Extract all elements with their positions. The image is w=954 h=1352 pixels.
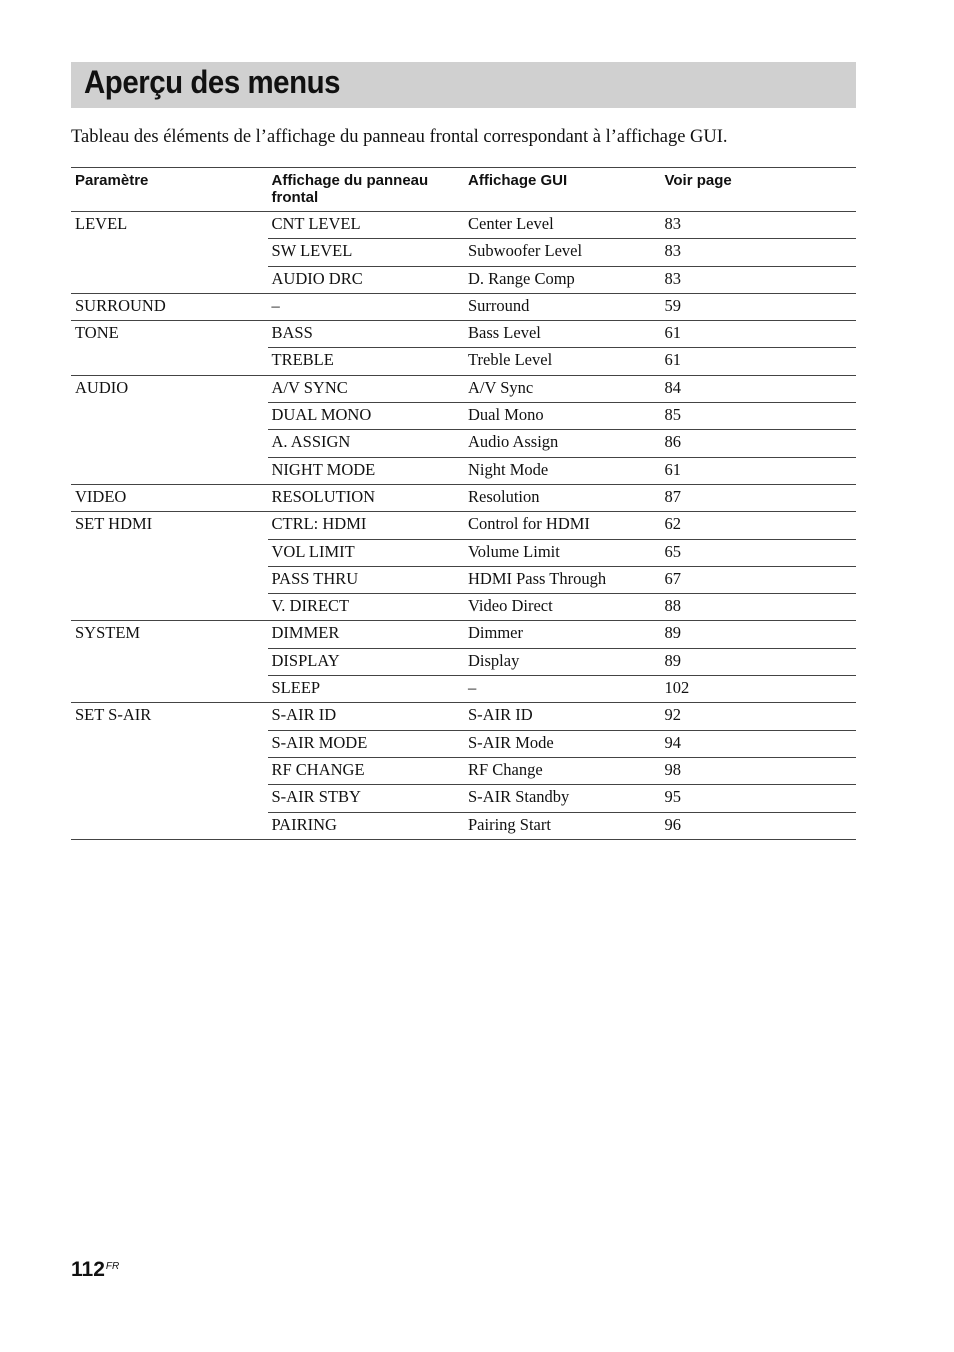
table-row	[71, 484, 856, 511]
cell-voir-page: 88	[661, 594, 857, 621]
cell-affichage-gui: Dimmer	[464, 621, 661, 648]
cell-voir-page: 62	[661, 512, 857, 539]
cell-voir-page: 61	[661, 348, 857, 375]
cell-voir-page: 83	[661, 239, 857, 266]
cell-affichage-gui: Treble Level	[464, 348, 661, 375]
intro-text: Tableau des éléments de l’affichage du panneau frontal correspondant à l’affichage GUI.	[71, 127, 728, 147]
cell-parametre: SYSTEM	[71, 621, 268, 703]
cell-voir-page: 61	[661, 321, 857, 348]
cell-affichage-gui: Night Mode	[464, 457, 661, 484]
cell-affichage-gui: Volume Limit	[464, 539, 661, 566]
cell-affichage-panneau: PASS THRU	[268, 566, 465, 593]
cell-affichage-gui: D. Range Comp	[464, 266, 661, 293]
cell-affichage-panneau: SLEEP	[268, 676, 465, 703]
cell-parametre: AUDIO	[71, 375, 268, 484]
cell-affichage-panneau: S-AIR ID	[268, 703, 465, 730]
cell-affichage-panneau: A/V SYNC	[268, 375, 465, 402]
cell-voir-page: 102	[661, 676, 857, 703]
cell-affichage-panneau: CTRL: HDMI	[268, 512, 465, 539]
cell-affichage-panneau: BASS	[268, 321, 465, 348]
cell-affichage-panneau: DIMMER	[268, 621, 465, 648]
cell-affichage-gui: RF Change	[464, 757, 661, 784]
cell-voir-page: 95	[661, 785, 857, 812]
cell-affichage-panneau: PAIRING	[268, 812, 465, 839]
cell-parametre: TONE	[71, 321, 268, 376]
table-row	[71, 321, 856, 348]
cell-affichage-gui: Display	[464, 648, 661, 675]
cell-parametre: LEVEL	[71, 212, 268, 294]
page-title: Aperçu des menus	[84, 64, 341, 100]
cell-affichage-panneau: S-AIR STBY	[268, 785, 465, 812]
cell-voir-page: 61	[661, 457, 857, 484]
table-body	[71, 212, 856, 840]
cell-affichage-panneau: –	[268, 293, 465, 320]
cell-voir-page: 87	[661, 484, 857, 511]
cell-affichage-gui: Pairing Start	[464, 812, 661, 839]
cell-affichage-gui: Resolution	[464, 484, 661, 511]
cell-affichage-gui: Audio Assign	[464, 430, 661, 457]
cell-affichage-gui: –	[464, 676, 661, 703]
cell-affichage-gui: A/V Sync	[464, 375, 661, 402]
header-voir-page: Voir page	[661, 168, 857, 212]
table-row	[71, 212, 856, 239]
cell-affichage-gui: Video Direct	[464, 594, 661, 621]
cell-parametre: VIDEO	[71, 484, 268, 511]
cell-voir-page: 59	[661, 293, 857, 320]
cell-affichage-gui: Center Level	[464, 212, 661, 239]
cell-voir-page: 84	[661, 375, 857, 402]
table-row	[71, 375, 856, 402]
cell-voir-page: 86	[661, 430, 857, 457]
table-row	[71, 621, 856, 648]
cell-affichage-panneau: DUAL MONO	[268, 403, 465, 430]
cell-affichage-gui: Subwoofer Level	[464, 239, 661, 266]
cell-affichage-gui: Dual Mono	[464, 403, 661, 430]
cell-parametre: SET S-AIR	[71, 703, 268, 839]
cell-affichage-gui: Control for HDMI	[464, 512, 661, 539]
page-number	[71, 1258, 119, 1282]
cell-affichage-panneau: TREBLE	[268, 348, 465, 375]
cell-parametre: SET HDMI	[71, 512, 268, 621]
cell-affichage-gui: S-AIR Standby	[464, 785, 661, 812]
cell-affichage-panneau: RF CHANGE	[268, 757, 465, 784]
cell-affichage-panneau: S-AIR MODE	[268, 730, 465, 757]
menu-table	[71, 167, 856, 840]
cell-affichage-gui: Surround	[464, 293, 661, 320]
cell-voir-page: 98	[661, 757, 857, 784]
page-number-value: 112	[71, 1258, 105, 1281]
cell-affichage-panneau: RESOLUTION	[268, 484, 465, 511]
cell-voir-page: 65	[661, 539, 857, 566]
header-affichage-gui: Affichage GUI	[464, 168, 661, 212]
cell-voir-page: 83	[661, 266, 857, 293]
cell-voir-page: 89	[661, 648, 857, 675]
cell-affichage-panneau: AUDIO DRC	[268, 266, 465, 293]
table-row	[71, 703, 856, 730]
cell-voir-page: 89	[661, 621, 857, 648]
cell-affichage-panneau: CNT LEVEL	[268, 212, 465, 239]
cell-parametre: SURROUND	[71, 293, 268, 320]
cell-voir-page: 92	[661, 703, 857, 730]
table-row	[71, 512, 856, 539]
cell-voir-page: 96	[661, 812, 857, 839]
cell-affichage-panneau: VOL LIMIT	[268, 539, 465, 566]
cell-voir-page: 85	[661, 403, 857, 430]
title-bar	[71, 62, 856, 108]
cell-affichage-panneau: A. ASSIGN	[268, 430, 465, 457]
table-row	[71, 293, 856, 320]
header-affichage-panneau: Affichage du panneau frontal	[268, 168, 465, 212]
cell-affichage-gui: S-AIR Mode	[464, 730, 661, 757]
cell-affichage-panneau: V. DIRECT	[268, 594, 465, 621]
cell-affichage-gui: HDMI Pass Through	[464, 566, 661, 593]
table-header-row	[71, 168, 856, 212]
cell-affichage-gui: S-AIR ID	[464, 703, 661, 730]
cell-affichage-panneau: DISPLAY	[268, 648, 465, 675]
cell-affichage-panneau: NIGHT MODE	[268, 457, 465, 484]
header-parametre: Paramètre	[71, 168, 268, 212]
cell-voir-page: 94	[661, 730, 857, 757]
cell-voir-page: 83	[661, 212, 857, 239]
page-language: FR	[105, 1261, 120, 1272]
cell-affichage-panneau: SW LEVEL	[268, 239, 465, 266]
cell-affichage-gui: Bass Level	[464, 321, 661, 348]
cell-voir-page: 67	[661, 566, 857, 593]
